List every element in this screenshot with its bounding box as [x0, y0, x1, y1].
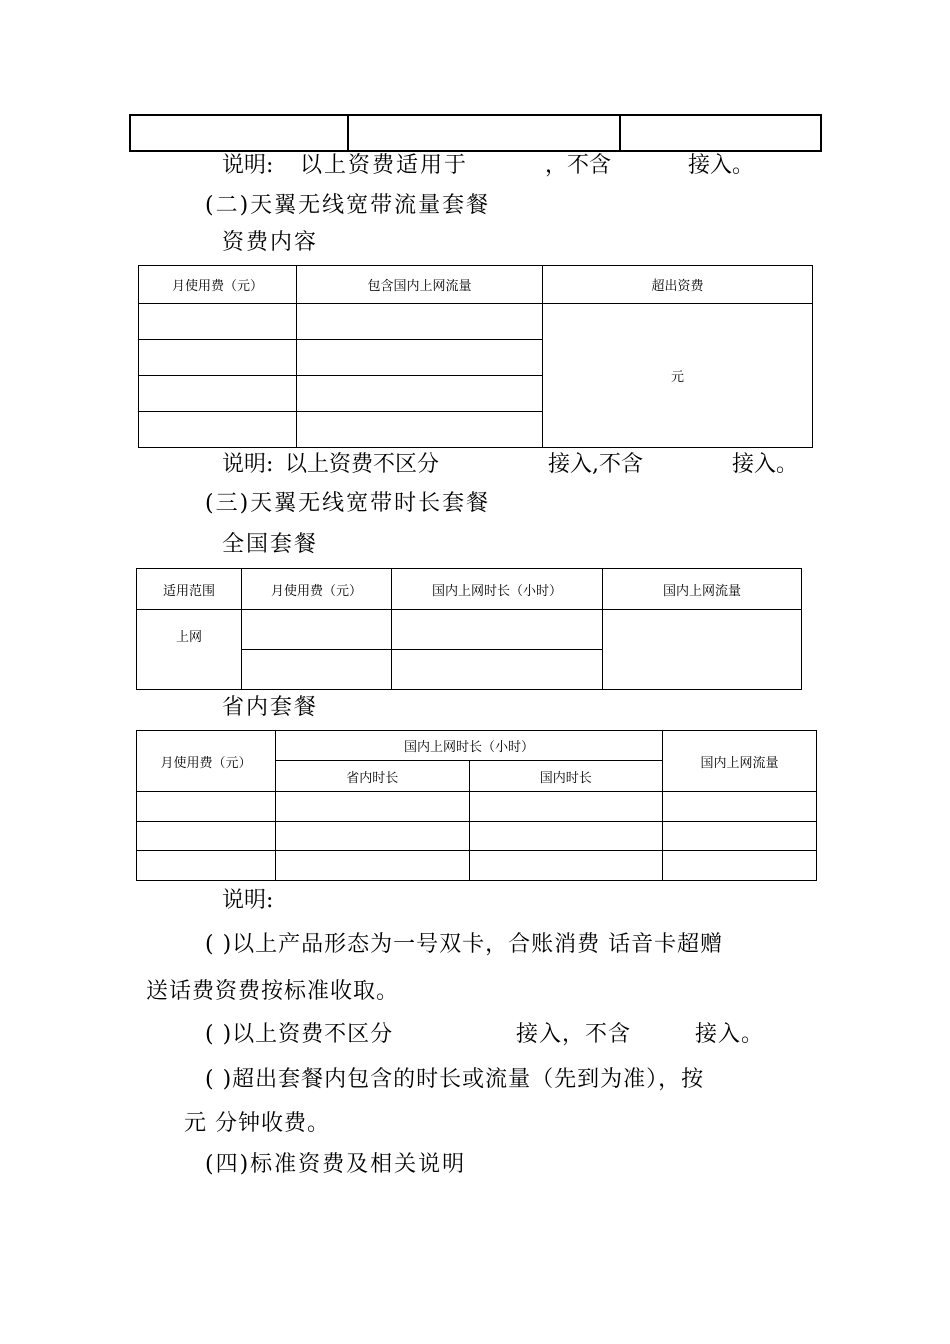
table-cell	[276, 822, 470, 851]
table-cell	[620, 115, 821, 151]
table-cell	[139, 304, 297, 340]
table-cell	[297, 412, 543, 448]
section2-subheading: 资费内容	[222, 230, 319, 255]
note-text: ( )以上资费不区分	[205, 1022, 394, 1047]
note-text: 接入。	[732, 452, 799, 477]
note-text: 以上资费不区分	[285, 452, 440, 477]
note-text: 接入。	[688, 153, 755, 178]
table-header: 月使用费（元）	[242, 569, 392, 610]
table-cell	[469, 851, 663, 881]
table-cell	[297, 376, 543, 412]
note-item-3: ( )超出套餐内包含的时长或流量（先到为准），按	[205, 1067, 705, 1092]
table-cell	[297, 304, 543, 340]
provincial-package-title: 省内套餐	[222, 695, 319, 720]
section2-heading: (二)天翼无线宽带流量套餐	[205, 193, 491, 218]
table-cell	[348, 115, 620, 151]
table-cell	[137, 822, 276, 851]
note-text: 接入。	[695, 1022, 765, 1047]
table-cell	[130, 115, 348, 151]
flow-package-table	[138, 265, 813, 448]
table-cell	[603, 610, 802, 690]
note-item-3-cont: 元 分钟收费。	[184, 1111, 330, 1136]
top-partial-table	[129, 114, 822, 152]
table-header: 省内时长	[276, 761, 470, 792]
section4-heading: (四)标准资费及相关说明	[205, 1152, 467, 1177]
table-cell	[139, 340, 297, 376]
table-cell	[139, 376, 297, 412]
note-text: 接入，不含	[516, 1022, 632, 1047]
table-cell	[663, 792, 817, 822]
provincial-package-table	[136, 730, 817, 881]
table-cell	[469, 792, 663, 822]
table-cell	[137, 792, 276, 822]
table-cell	[392, 650, 603, 690]
note-text: ，不含	[545, 153, 612, 178]
table-header: 超出资费	[543, 266, 813, 304]
table-cell	[242, 610, 392, 650]
table-header: 国内上网流量	[603, 569, 802, 610]
note-text: 以上资费适用于	[300, 153, 469, 178]
table-header: 国内时长	[469, 761, 663, 792]
table-header: 国内上网时长（小时）	[392, 569, 603, 610]
table-cell	[392, 610, 603, 650]
table-header: 月使用费（元）	[139, 266, 297, 304]
note-label: 说明:	[222, 153, 274, 178]
table-header: 适用范围	[137, 569, 242, 610]
table-cell	[469, 822, 663, 851]
notes-label: 说明:	[222, 888, 274, 913]
note-item-1: ( )以上产品形态为一号双卡，合账消费 话音卡超赠	[205, 932, 724, 957]
table-header: 国内上网流量	[663, 731, 817, 792]
table-cell	[276, 851, 470, 881]
table-cell	[137, 851, 276, 881]
scope-value: 上网	[175, 630, 202, 645]
note-label: 说明:	[222, 452, 274, 477]
table-cell	[139, 412, 297, 448]
section3-heading: (三)天翼无线宽带时长套餐	[205, 491, 491, 516]
table-cell	[276, 792, 470, 822]
overage-rate-cell: 元	[543, 304, 813, 448]
note-item-1-cont: 送话费资费按标准收取。	[146, 979, 400, 1004]
table-cell	[663, 822, 817, 851]
national-package-table	[136, 568, 802, 690]
note-text: 接入,不含	[548, 452, 643, 477]
table-header: 包含国内上网流量	[297, 266, 543, 304]
table-header: 月使用费（元）	[137, 731, 276, 792]
table-cell	[242, 650, 392, 690]
scope-cell	[137, 610, 242, 690]
table-header: 国内上网时长（小时）	[276, 731, 663, 761]
table-cell	[663, 851, 817, 881]
table-cell	[297, 340, 543, 376]
national-package-title: 全国套餐	[222, 532, 319, 557]
